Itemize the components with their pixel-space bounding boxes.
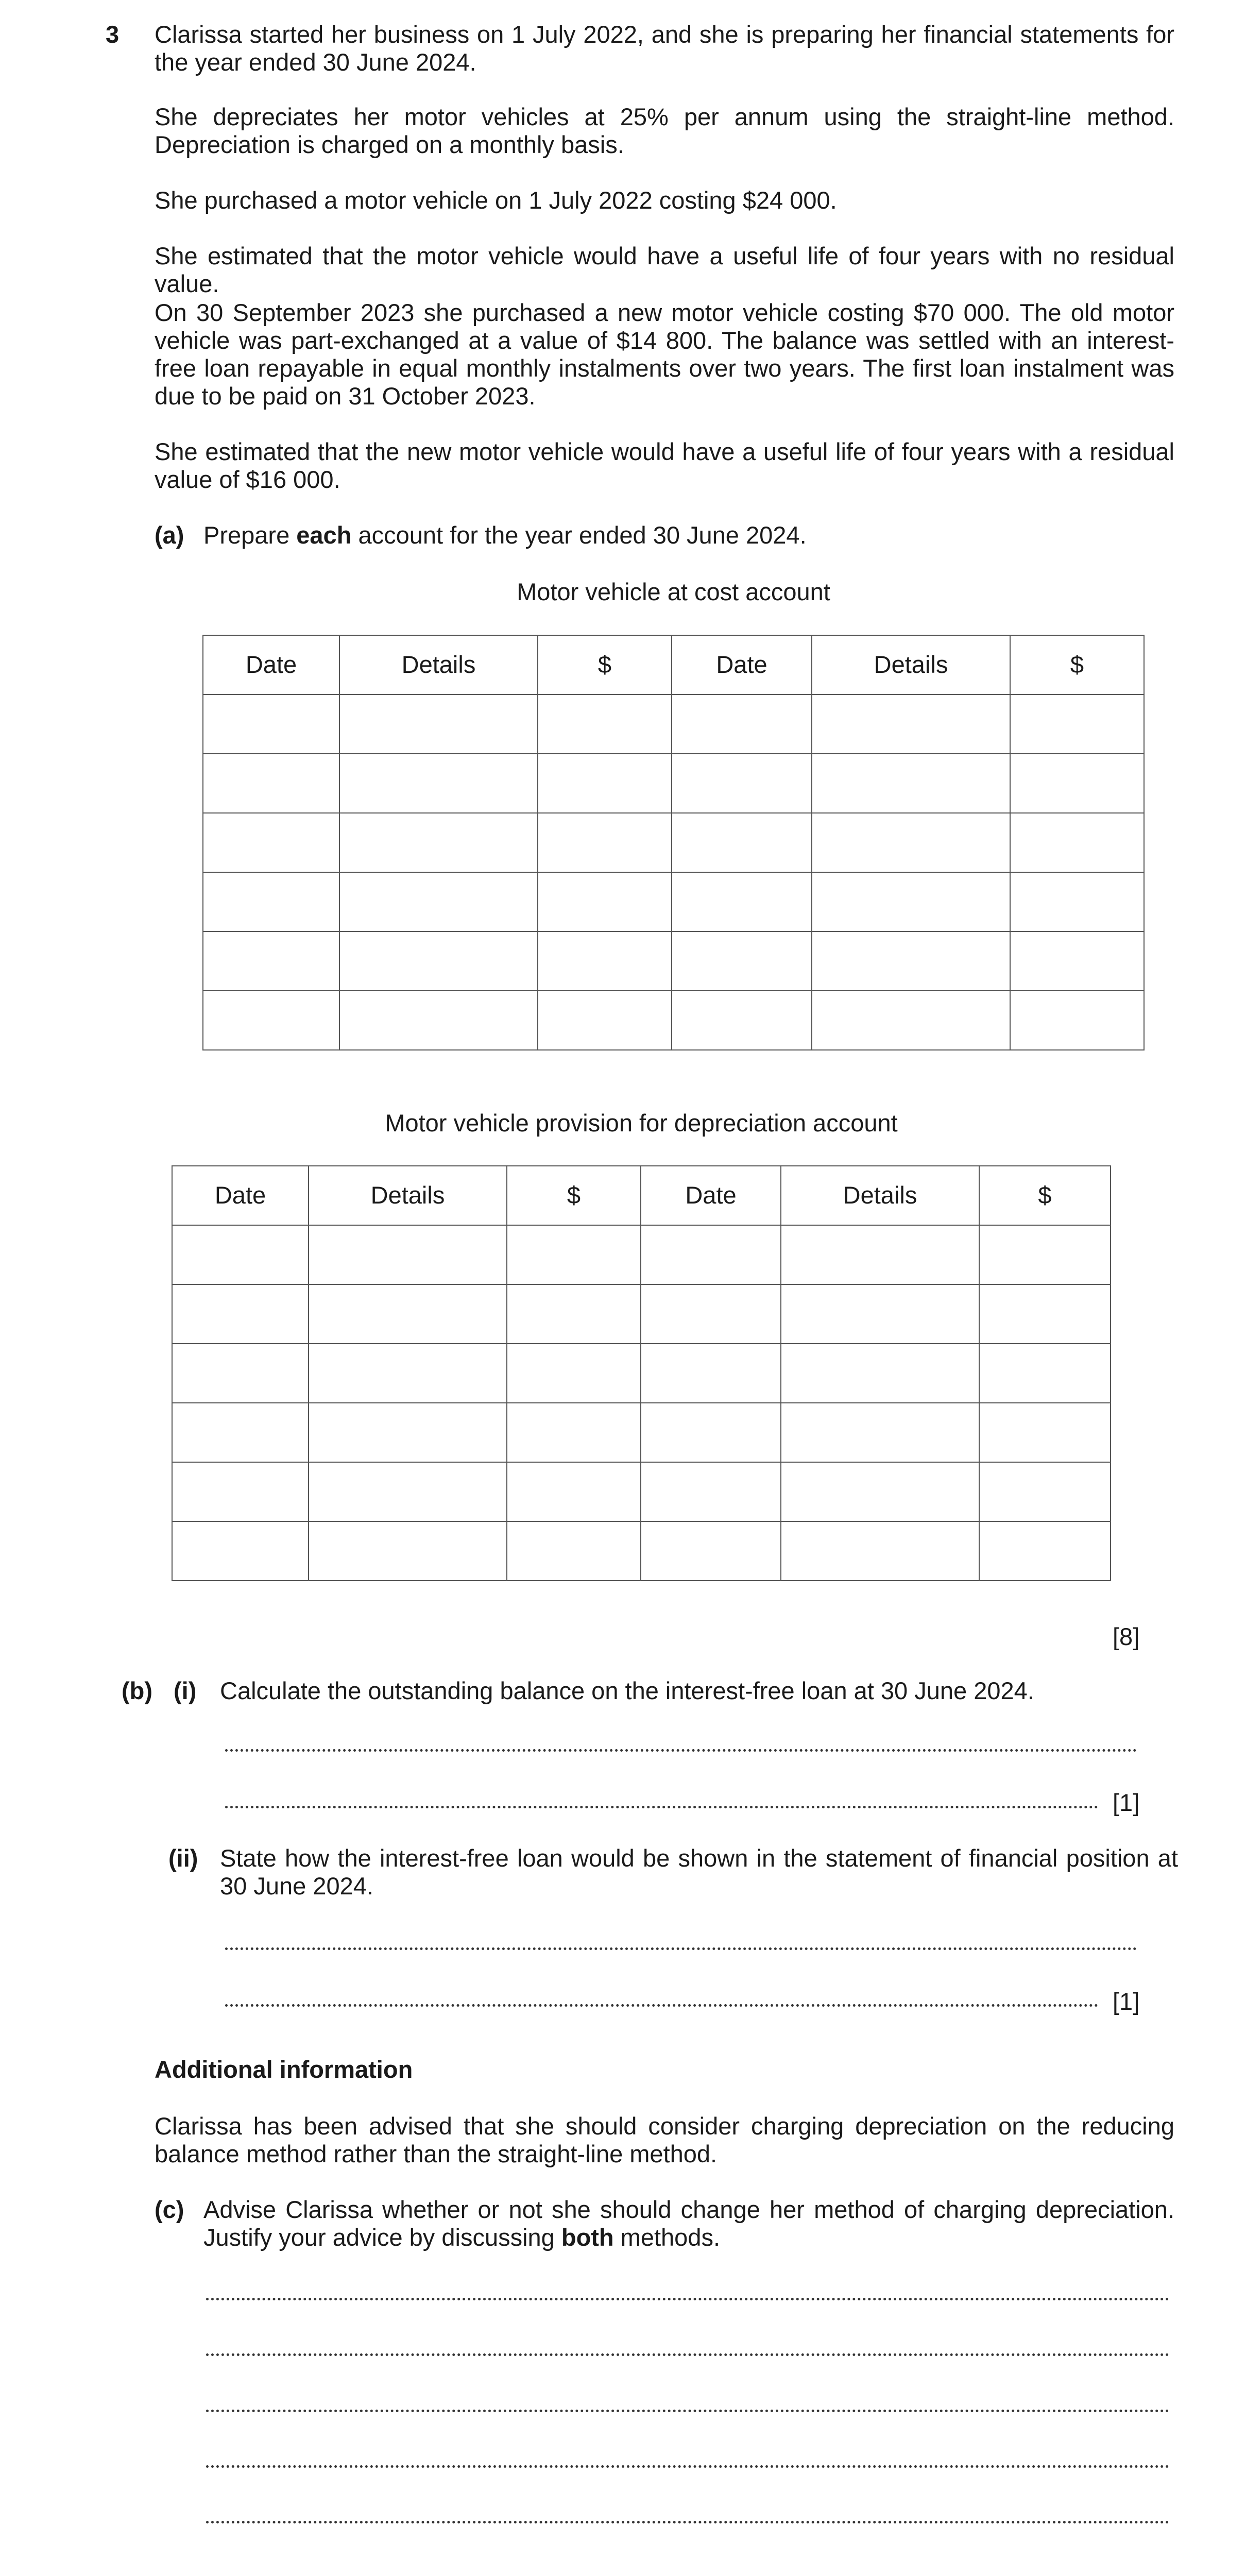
answer-cell[interactable]	[507, 1284, 641, 1344]
header-date-debit: Date	[203, 635, 339, 694]
answer-cell[interactable]	[1010, 754, 1144, 813]
part-b-i-text: Calculate the outstanding balance on the interest-free loan at 30 June 2024.	[220, 1677, 1034, 1704]
table-row	[172, 1521, 1111, 1581]
answer-cell[interactable]	[979, 1462, 1111, 1521]
answer-cell[interactable]	[538, 872, 672, 931]
header-date-debit: Date	[172, 1166, 309, 1225]
table-header-row	[172, 1166, 1111, 1225]
answer-cell[interactable]	[309, 1462, 507, 1521]
answer-line[interactable]	[206, 2410, 1169, 2412]
part-c-text-bold: both	[561, 2224, 614, 2251]
answer-cell[interactable]	[1010, 813, 1144, 872]
intro-paragraph-2: She depreciates her motor vehicles at 25% per annum using the straight-line method. Depreciation is charged on a monthly basis.	[155, 103, 1174, 159]
part-a-text-after: account for the year ended 30 June 2024.	[351, 521, 807, 549]
answer-cell[interactable]	[309, 1344, 507, 1403]
table-row	[203, 813, 1144, 872]
answer-cell[interactable]	[641, 1225, 781, 1284]
answer-cell[interactable]	[309, 1403, 507, 1462]
header-date-credit: Date	[672, 635, 812, 694]
header-amount-debit: $	[538, 635, 672, 694]
table-header-row	[203, 635, 1144, 694]
header-details-debit: Details	[309, 1166, 507, 1225]
header-date-credit: Date	[641, 1166, 781, 1225]
answer-cell[interactable]	[538, 813, 672, 872]
table-row	[172, 1344, 1111, 1403]
answer-line[interactable]	[225, 1947, 1137, 1950]
intro-paragraph-4: She estimated that the motor vehicle would have a useful life of four years with no residual value.	[155, 242, 1174, 298]
answer-cell[interactable]	[172, 1403, 309, 1462]
part-a-mark: [8]	[1113, 1623, 1140, 1650]
answer-line[interactable]	[225, 2004, 1098, 2007]
answer-cell[interactable]	[979, 1403, 1111, 1462]
table-row	[172, 1403, 1111, 1462]
answer-cell[interactable]	[538, 931, 672, 991]
answer-cell[interactable]	[507, 1462, 641, 1521]
answer-cell[interactable]	[1010, 694, 1144, 754]
additional-info-heading: Additional information	[155, 2056, 413, 2083]
answer-cell[interactable]	[172, 1462, 309, 1521]
answer-cell[interactable]	[507, 1225, 641, 1284]
part-b-ii-label: (ii)	[168, 1844, 198, 1872]
answer-cell[interactable]	[309, 1284, 507, 1344]
answer-cell[interactable]	[641, 1403, 781, 1462]
header-details-credit: Details	[812, 635, 1010, 694]
table-row	[203, 694, 1144, 754]
part-a-text-bold: each	[296, 521, 352, 549]
answer-cell[interactable]	[203, 931, 339, 991]
intro-paragraph-6: She estimated that the new motor vehicle would have a useful life of four years with a residual value of $16 000.	[155, 438, 1174, 494]
answer-cell[interactable]	[203, 991, 339, 1050]
answer-cell[interactable]	[672, 694, 812, 754]
answer-cell[interactable]	[1010, 872, 1144, 931]
account1-title: Motor vehicle at cost account	[517, 578, 830, 605]
table-row	[203, 931, 1144, 991]
part-c-text-after: methods.	[613, 2224, 721, 2251]
answer-cell[interactable]	[672, 931, 812, 991]
answer-cell[interactable]	[812, 694, 1010, 754]
answer-cell[interactable]	[641, 1521, 781, 1581]
answer-cell[interactable]	[641, 1284, 781, 1344]
question-number: 3	[106, 21, 120, 48]
part-b-i-mark: [1]	[1113, 1789, 1140, 1816]
header-details-debit: Details	[339, 635, 538, 694]
answer-line[interactable]	[225, 1749, 1137, 1752]
answer-cell[interactable]	[672, 813, 812, 872]
answer-cell[interactable]	[812, 991, 1010, 1050]
answer-cell[interactable]	[339, 931, 538, 991]
answer-cell[interactable]	[812, 754, 1010, 813]
table-row	[172, 1284, 1111, 1344]
part-b-ii-mark: [1]	[1113, 1988, 1140, 2015]
part-a-label: (a)	[155, 521, 184, 549]
answer-cell[interactable]	[309, 1225, 507, 1284]
answer-cell[interactable]	[781, 1284, 979, 1344]
answer-cell[interactable]	[309, 1521, 507, 1581]
part-a-text-before: Prepare	[203, 521, 297, 549]
answer-cell[interactable]	[781, 1462, 979, 1521]
part-a-instruction	[203, 521, 807, 549]
intro-paragraph-1: Clarissa started her business on 1 July 2022, and she is preparing her financial statements for the year ended 30 June 2024.	[155, 21, 1174, 76]
answer-line[interactable]	[206, 2353, 1169, 2356]
header-amount-credit: $	[979, 1166, 1111, 1225]
part-b-i-label: (i)	[174, 1677, 197, 1704]
answer-cell[interactable]	[812, 931, 1010, 991]
part-b-ii-text: State how the interest-free loan would be shown in the statement of financial position at 30 June 2024.	[220, 1844, 1178, 1900]
answer-line[interactable]	[206, 2465, 1169, 2468]
answer-line[interactable]	[225, 1806, 1098, 1808]
answer-cell[interactable]	[203, 694, 339, 754]
answer-cell[interactable]	[538, 754, 672, 813]
answer-cell[interactable]	[979, 1344, 1111, 1403]
answer-cell[interactable]	[339, 694, 538, 754]
answer-cell[interactable]	[1010, 931, 1144, 991]
answer-cell[interactable]	[339, 813, 538, 872]
answer-cell[interactable]	[203, 872, 339, 931]
answer-cell[interactable]	[1010, 991, 1144, 1050]
answer-cell[interactable]	[781, 1344, 979, 1403]
answer-cell[interactable]	[172, 1344, 309, 1403]
answer-cell[interactable]	[172, 1521, 309, 1581]
intro-paragraph-3: She purchased a motor vehicle on 1 July 2022 costing $24 000.	[155, 187, 837, 214]
answer-cell[interactable]	[641, 1344, 781, 1403]
intro-paragraph-5: On 30 September 2023 she purchased a new motor vehicle costing $70 000. The old motor vehicle was part-exchanged at a value of $14 800. The balance was settled with an interest-free loan repayable in equal monthly instalments over two years. The first loan instalment was due to be paid on 31 October 2023.	[155, 299, 1174, 410]
header-amount-credit: $	[1010, 635, 1144, 694]
header-amount-debit: $	[507, 1166, 641, 1225]
answer-cell[interactable]	[812, 813, 1010, 872]
answer-cell[interactable]	[538, 694, 672, 754]
answer-cell[interactable]	[172, 1225, 309, 1284]
answer-cell[interactable]	[339, 991, 538, 1050]
table-row	[172, 1225, 1111, 1284]
answer-cell[interactable]	[507, 1403, 641, 1462]
answer-cell[interactable]	[672, 991, 812, 1050]
answer-cell[interactable]	[812, 872, 1010, 931]
answer-cell[interactable]	[672, 872, 812, 931]
additional-info-text: Clarissa has been advised that she should consider charging depreciation on the reducing balance method rather than the straight-line method.	[155, 2112, 1174, 2168]
table-row	[172, 1462, 1111, 1521]
answer-line[interactable]	[206, 2521, 1169, 2523]
answer-cell[interactable]	[781, 1403, 979, 1462]
answer-cell[interactable]	[507, 1344, 641, 1403]
answer-cell[interactable]	[339, 754, 538, 813]
answer-cell[interactable]	[979, 1225, 1111, 1284]
table-row	[203, 991, 1144, 1050]
header-details-credit: Details	[781, 1166, 979, 1225]
answer-line[interactable]	[206, 2298, 1169, 2300]
answer-cell[interactable]	[672, 754, 812, 813]
table-row	[203, 754, 1144, 813]
provision-for-depreciation-account-table	[172, 1165, 1111, 1581]
account2-title: Motor vehicle provision for depreciation account	[385, 1109, 898, 1137]
part-c-text-before: Advise Clarissa whether or not she should change her method of charging depreciation. Justify your advice by discussing	[203, 2196, 1174, 2251]
answer-cell[interactable]	[507, 1521, 641, 1581]
table-row	[203, 872, 1144, 931]
answer-cell[interactable]	[781, 1225, 979, 1284]
part-c-label: (c)	[155, 2196, 184, 2223]
answer-cell[interactable]	[538, 991, 672, 1050]
part-b-label: (b)	[122, 1677, 153, 1704]
answer-cell[interactable]	[203, 754, 339, 813]
motor-vehicle-cost-account-table	[202, 635, 1145, 1050]
answer-cell[interactable]	[203, 813, 339, 872]
part-c-instruction	[203, 2196, 1174, 2251]
answer-cell[interactable]	[339, 872, 538, 931]
answer-cell[interactable]	[979, 1284, 1111, 1344]
answer-cell[interactable]	[641, 1462, 781, 1521]
answer-cell[interactable]	[172, 1284, 309, 1344]
answer-cell[interactable]	[781, 1521, 979, 1581]
answer-cell[interactable]	[979, 1521, 1111, 1581]
